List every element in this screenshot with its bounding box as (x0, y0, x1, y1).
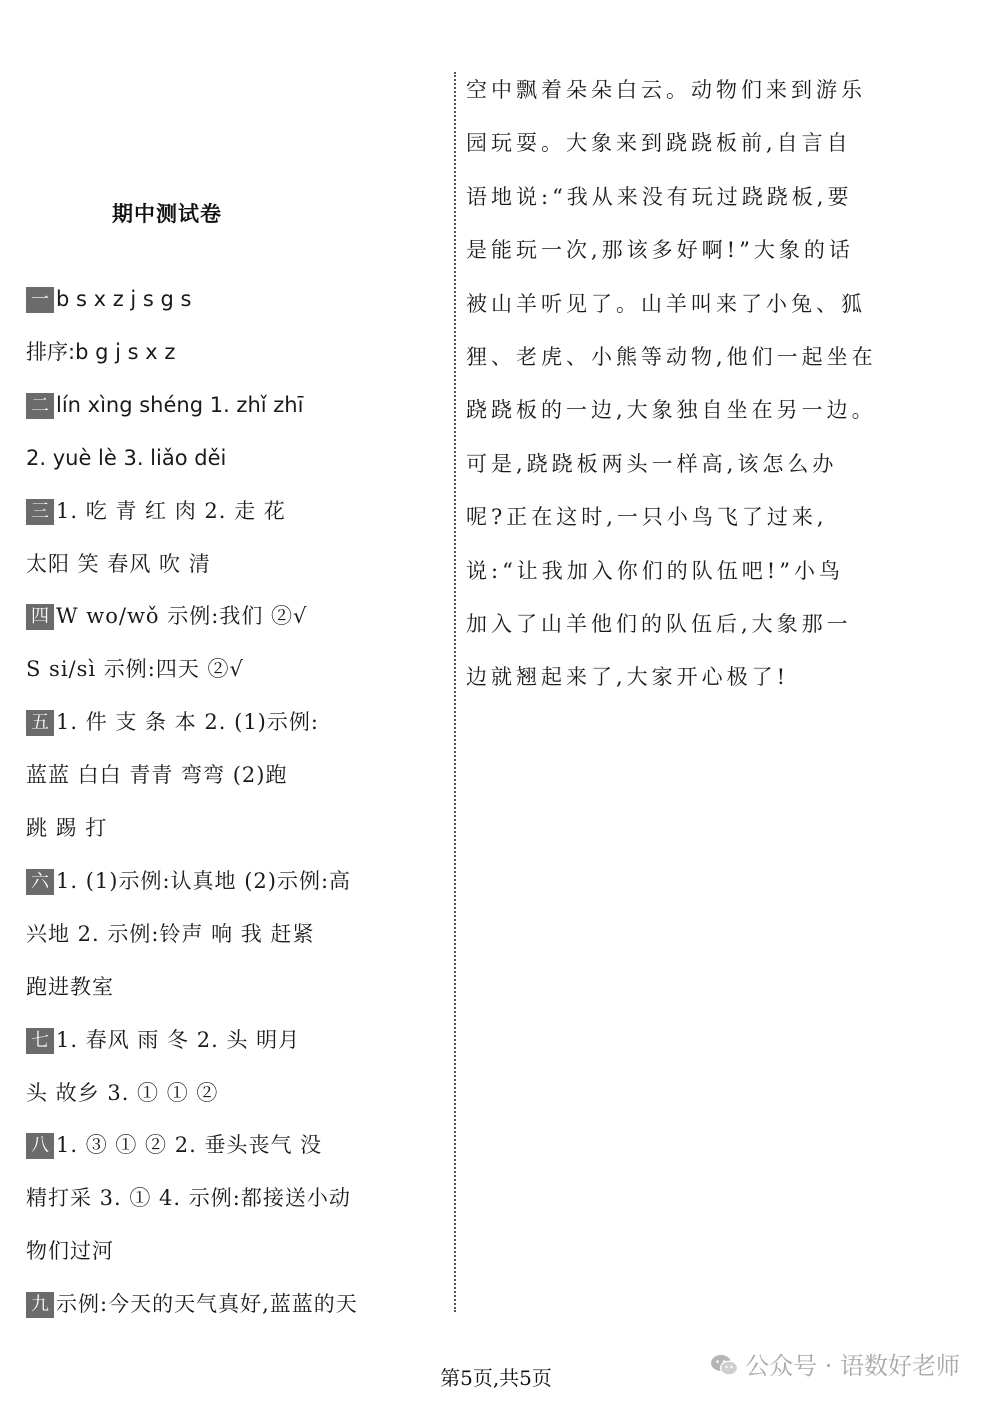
passage-line: 呢?正在这时,一只小鸟飞了过来, (466, 505, 828, 530)
answer-line (26, 1289, 358, 1319)
watermark (709, 1346, 960, 1381)
answer-line (26, 972, 114, 1002)
answer-line (26, 496, 286, 526)
answer-line (26, 760, 287, 790)
passage-line: 被山羊听见了。山羊叫来了小兔、狐 (466, 291, 866, 316)
section-number-badge: 八 (26, 1133, 54, 1159)
answer-text: 2. yuè lè 3. liǎo děi (26, 445, 227, 470)
answer-text: 示例:今天的天气真好,蓝蓝的天 (56, 1292, 358, 1317)
answer-text: 跳 踢 打 (26, 816, 108, 840)
answer-text: 头 故乡 3. ① ① ② (26, 1080, 219, 1105)
answer-text: 兴地 2. 示例:铃声 响 我 赶紧 (26, 921, 315, 946)
wechat-icon (709, 1353, 739, 1377)
answer-text: W wo/wǒ 示例:我们 ②√ (56, 604, 308, 629)
answer-line (26, 390, 303, 420)
answer-line (26, 443, 226, 473)
answer-text: 物们过河 (26, 1239, 114, 1264)
answer-line (26, 919, 315, 949)
answer-line (26, 1078, 218, 1108)
passage-line: 是能玩一次,那该多好啊!”大象的话 (466, 238, 854, 263)
passage-line: 说:“让我加入你们的队伍吧!”小鸟 (466, 558, 844, 583)
section-number-badge: 二 (26, 393, 54, 419)
answer-line (26, 654, 244, 684)
answer-text: 太阳 笑 春风 吹 清 (26, 551, 211, 576)
passage-line: 可是,跷跷板两头一样高,该怎么办 (466, 451, 838, 476)
passage-line: 园玩耍。大象来到跷跷板前,自言自 (466, 131, 852, 156)
column-divider (454, 72, 456, 1312)
answer-line (26, 549, 211, 579)
answer-text: 跑进教室 (26, 974, 114, 999)
answer-line (26, 1236, 114, 1266)
section-number-badge: 九 (26, 1292, 54, 1318)
section-number-badge: 六 (26, 869, 54, 895)
answer-line (26, 601, 307, 631)
answer-text: S si/sì 示例:四天 ②√ (26, 657, 244, 682)
answer-text: 排序:b g j s x z (26, 339, 176, 364)
answer-text: 蓝蓝 白白 青青 弯弯 (2)跑 (26, 763, 288, 788)
answer-line (26, 866, 351, 896)
answer-text: 1. ③ ① ② 2. 垂头丧气 没 (56, 1133, 323, 1158)
passage-line: 狸、老虎、小熊等动物,他们一起坐在 (466, 345, 877, 369)
answer-text: 1. 春风 雨 冬 2. 头 明月 (56, 1027, 301, 1052)
answer-line (26, 707, 319, 737)
passage-line: 加入了山羊他们的队伍后,大象那一 (466, 612, 852, 636)
answer-text: 1. 吃 青 红 肉 2. 走 花 (56, 498, 286, 523)
answer-text: 1. (1)示例:认真地 (2)示例:高 (56, 868, 352, 893)
answer-line (26, 1130, 322, 1160)
page-footer: 第5页,共5页 (440, 1366, 552, 1390)
answer-line (26, 1183, 351, 1213)
watermark-text: 公众号 · 语数好老师 (745, 1352, 960, 1380)
page-title: 期中测试卷 (112, 202, 222, 226)
passage-line: 边就翘起来了,大家开心极了! (466, 665, 790, 690)
answer-line (26, 284, 192, 314)
section-number-badge: 七 (26, 1028, 54, 1054)
passage-line: 跷跷板的一边,大象独自坐在另一边。 (466, 398, 877, 423)
answer-line (26, 337, 175, 367)
answer-line (26, 1025, 300, 1055)
answer-text: b s x z j s g s (56, 287, 192, 311)
answer-text: lín xìng shéng 1. zhǐ zhī (56, 392, 304, 417)
section-number-badge: 一 (26, 287, 54, 313)
answer-line (26, 813, 107, 843)
section-number-badge: 四 (26, 604, 54, 630)
passage-line: 语地说:“我从来没有玩过跷跷板,要 (466, 184, 853, 209)
section-number-badge: 五 (26, 710, 54, 736)
answer-text: 精打采 3. ① 4. 示例:都接送小动 (26, 1186, 351, 1211)
answer-text: 1. 件 支 条 本 2. (1)示例: (56, 710, 319, 735)
section-number-badge: 三 (26, 499, 54, 525)
passage-line: 空中飘着朵朵白云。动物们来到游乐 (466, 78, 866, 102)
